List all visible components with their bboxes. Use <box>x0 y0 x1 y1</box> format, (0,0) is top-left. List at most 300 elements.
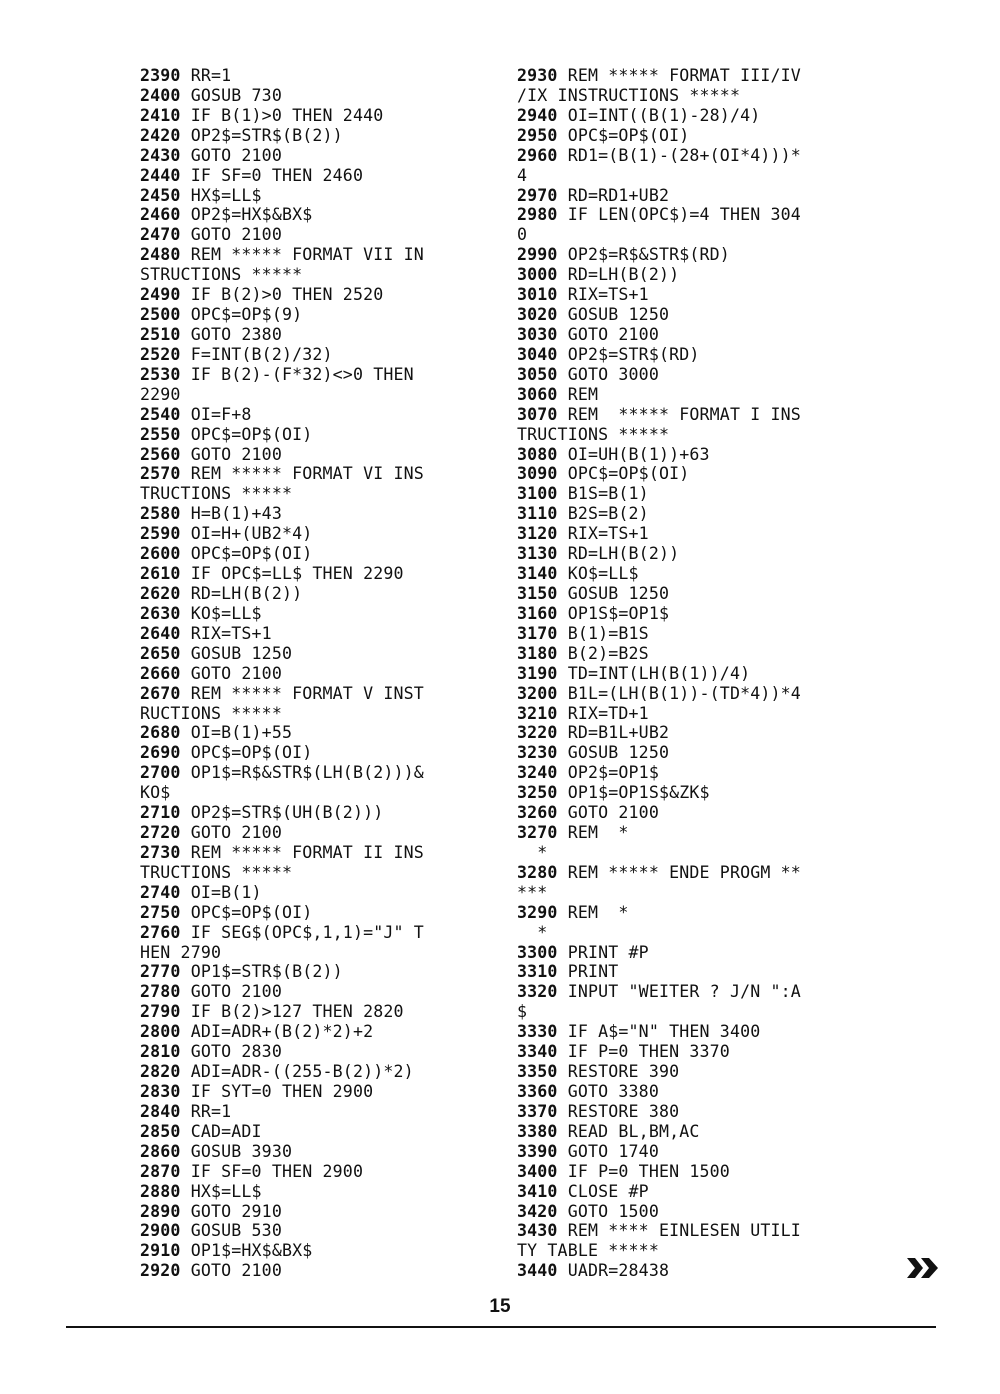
code-statement: OI=F+8 <box>190 404 252 424</box>
line-number: 3010 <box>517 285 558 305</box>
code-statement: PRINT #P <box>567 942 649 962</box>
code-line <box>517 704 867 724</box>
code-statement: OP1S$=OP1$ <box>567 603 670 623</box>
line-number: 2390 <box>140 66 181 85</box>
code-statement: GOTO 2100 <box>190 982 282 1002</box>
code-statement: OP2$=R$&STR$(RD) <box>567 245 730 265</box>
code-statement: B(1)=B1S <box>567 623 649 643</box>
line-number: 3220 <box>517 723 558 743</box>
code-statement: UADR=28438 <box>567 1261 670 1281</box>
code-statement: RD=LH(B(2)) <box>567 544 680 564</box>
code-line <box>517 66 867 86</box>
code-line <box>140 903 490 923</box>
double-chevron-right-icon <box>905 1256 941 1280</box>
code-statement: GOTO 2830 <box>190 1042 282 1062</box>
code-line <box>140 803 490 823</box>
code-statement: GOSUB 1250 <box>567 305 670 325</box>
code-statement: OPC$=OP$(OI) <box>567 464 690 484</box>
code-line <box>517 305 867 325</box>
page-number: 15 <box>489 1296 511 1317</box>
code-statement: REM * <box>567 823 629 843</box>
code-statement: OP1$=HX$&BX$ <box>190 1241 313 1261</box>
line-number: 2600 <box>140 544 181 564</box>
code-line <box>140 504 490 524</box>
code-continuation: 4 <box>517 165 528 185</box>
code-line <box>140 425 490 445</box>
code-statement: OP2$=OP1$ <box>567 763 659 783</box>
line-number: 2820 <box>140 1062 181 1082</box>
line-number: 2890 <box>140 1201 181 1221</box>
code-statement: GOTO 2100 <box>190 1261 282 1281</box>
code-statement: GOSUB 530 <box>190 1221 282 1241</box>
code-line <box>517 106 867 126</box>
code-line <box>517 1042 867 1062</box>
code-line <box>140 146 490 166</box>
code-line <box>140 943 490 963</box>
line-number: 3150 <box>517 583 558 603</box>
code-line <box>517 863 867 883</box>
code-line <box>517 504 867 524</box>
line-number: 2970 <box>517 185 558 205</box>
line-number: 3360 <box>517 1082 558 1102</box>
line-number: 3050 <box>517 364 558 384</box>
code-line <box>517 624 867 644</box>
code-statement: IF B(2)>127 THEN 2820 <box>190 1002 404 1022</box>
code-statement: REM ***** FORMAT V INST <box>190 683 424 703</box>
line-number: 2690 <box>140 743 181 763</box>
line-number: 3310 <box>517 962 558 982</box>
line-number: 3410 <box>517 1181 558 1201</box>
code-statement: GOTO 2100 <box>190 145 282 165</box>
line-number: 3040 <box>517 344 558 364</box>
code-statement: RESTORE 380 <box>567 1101 680 1121</box>
code-statement: ADI=ADR+(B(2)*2)+2 <box>190 1022 374 1042</box>
code-statement: GOTO 2100 <box>190 225 282 245</box>
line-number: 3140 <box>517 564 558 584</box>
code-continuation: TRUCTIONS ***** <box>140 862 293 882</box>
code-line <box>140 1102 490 1122</box>
line-number: 3280 <box>517 862 558 882</box>
code-statement: OI=B(1) <box>190 882 262 902</box>
code-statement: REM ***** ENDE PROGM ** <box>567 862 801 882</box>
line-number: 3390 <box>517 1141 558 1161</box>
code-line <box>517 883 867 903</box>
line-number: 2750 <box>140 902 181 922</box>
code-line <box>140 604 490 624</box>
code-statement: IF LEN(OPC$)=4 THEN 304 <box>567 205 801 225</box>
code-line <box>140 564 490 584</box>
code-line <box>517 385 867 405</box>
code-line <box>517 783 867 803</box>
code-statement: OP1$=OP1S$&ZK$ <box>567 783 710 803</box>
code-statement: HX$=LL$ <box>190 185 262 205</box>
code-line <box>140 1122 490 1142</box>
line-number: 2850 <box>140 1121 181 1141</box>
line-number: 2740 <box>140 882 181 902</box>
line-number: 2610 <box>140 564 181 584</box>
code-line <box>140 704 490 724</box>
code-statement: GOTO 3000 <box>567 364 659 384</box>
line-number: 2570 <box>140 464 181 484</box>
line-number: 2960 <box>517 145 558 165</box>
code-statement: IF A$="N" THEN 3400 <box>567 1022 761 1042</box>
line-number: 3190 <box>517 663 558 683</box>
code-line <box>517 265 867 285</box>
line-number: 2860 <box>140 1141 181 1161</box>
line-number: 2930 <box>517 66 558 85</box>
code-line <box>140 823 490 843</box>
code-line <box>517 345 867 365</box>
line-number: 2900 <box>140 1221 181 1241</box>
code-statement: GOSUB 1250 <box>567 583 670 603</box>
code-line <box>140 86 490 106</box>
line-number: 3300 <box>517 942 558 962</box>
code-line <box>517 604 867 624</box>
code-line <box>140 365 490 385</box>
code-line <box>140 66 490 86</box>
code-statement: RIX=TD+1 <box>567 703 649 723</box>
code-statement: READ BL,BM,AC <box>567 1121 700 1141</box>
code-line <box>517 1002 867 1022</box>
code-line <box>517 86 867 106</box>
line-number: 2430 <box>140 145 181 165</box>
line-number: 3270 <box>517 823 558 843</box>
line-number: 2400 <box>140 85 181 105</box>
code-line <box>140 1062 490 1082</box>
code-statement: IF P=0 THEN 3370 <box>567 1042 730 1062</box>
code-line <box>140 644 490 664</box>
code-statement: TD=INT(LH(B(1))/4) <box>567 663 751 683</box>
line-number: 2410 <box>140 105 181 125</box>
code-statement: IF SYT=0 THEN 2900 <box>190 1082 374 1102</box>
code-line <box>517 1062 867 1082</box>
code-statement: KO$=LL$ <box>190 603 262 623</box>
code-line <box>140 783 490 803</box>
code-statement: IF B(1)>0 THEN 2440 <box>190 105 384 125</box>
code-line <box>517 743 867 763</box>
code-statement: B2S=B(2) <box>567 504 649 524</box>
code-statement: F=INT(B(2)/32) <box>190 344 333 364</box>
code-statement: IF B(2)-(F*32)<>0 THEN <box>190 364 414 384</box>
line-number: 3350 <box>517 1062 558 1082</box>
code-line <box>140 923 490 943</box>
code-line <box>517 763 867 783</box>
code-statement: B(2)=B2S <box>567 643 649 663</box>
code-line <box>517 1221 867 1241</box>
code-statement: OPC$=OP$(9) <box>190 305 303 325</box>
code-continuation: $ <box>517 1002 528 1022</box>
line-number: 3170 <box>517 623 558 643</box>
line-number: 3240 <box>517 763 558 783</box>
line-number: 3230 <box>517 743 558 763</box>
code-statement: IF SEG$(OPC$,1,1)="J" T <box>190 922 424 942</box>
code-statement: REM ***** FORMAT VI INS <box>190 464 424 484</box>
code-continuation: RUCTIONS ***** <box>140 703 282 723</box>
code-statement: OP1$=STR$(B(2)) <box>190 962 343 982</box>
code-line <box>140 1082 490 1102</box>
line-number: 2450 <box>140 185 181 205</box>
line-number: 2650 <box>140 643 181 663</box>
code-line <box>517 325 867 345</box>
code-line <box>517 843 867 863</box>
code-line <box>140 1182 490 1202</box>
line-number: 2620 <box>140 583 181 603</box>
code-continuation: * <box>517 922 548 942</box>
code-continuation: 2290 <box>140 384 181 404</box>
code-continuation: /IX INSTRUCTIONS ***** <box>517 85 741 105</box>
code-continuation: TRUCTIONS ***** <box>517 424 670 444</box>
code-statement: H=B(1)+43 <box>190 504 282 524</box>
code-statement: IF P=0 THEN 1500 <box>567 1161 730 1181</box>
code-statement: GOSUB 1250 <box>190 643 293 663</box>
line-number: 3120 <box>517 524 558 544</box>
line-number: 2800 <box>140 1022 181 1042</box>
code-statement: PRINT <box>567 962 619 982</box>
code-line <box>517 584 867 604</box>
line-number: 2440 <box>140 165 181 185</box>
code-statement: OI=B(1)+55 <box>190 723 293 743</box>
code-line <box>140 1022 490 1042</box>
code-statement: RR=1 <box>190 1101 232 1121</box>
code-line <box>140 405 490 425</box>
code-line <box>517 1022 867 1042</box>
code-statement: GOTO 2100 <box>190 444 282 464</box>
line-number: 3070 <box>517 404 558 424</box>
code-line <box>517 285 867 305</box>
code-line <box>140 1162 490 1182</box>
code-continuation: HEN 2790 <box>140 942 222 962</box>
line-number: 2790 <box>140 1002 181 1022</box>
code-line <box>140 265 490 285</box>
code-line <box>517 684 867 704</box>
line-number: 2490 <box>140 285 181 305</box>
line-number: 2420 <box>140 125 181 145</box>
line-number: 2870 <box>140 1161 181 1181</box>
code-line <box>140 1142 490 1162</box>
footer-rule <box>66 1326 936 1328</box>
code-statement: CLOSE #P <box>567 1181 649 1201</box>
code-statement: GOTO 2910 <box>190 1201 282 1221</box>
code-line <box>517 982 867 1002</box>
code-line <box>517 425 867 445</box>
code-statement: B1L=(LH(B(1))-(TD*4))*4 <box>567 683 801 703</box>
line-number: 3250 <box>517 783 558 803</box>
code-statement: REM ***** FORMAT I INS <box>567 404 801 424</box>
code-line <box>140 345 490 365</box>
code-line <box>517 1142 867 1162</box>
code-statement: GOTO 2380 <box>190 324 282 344</box>
code-line <box>140 305 490 325</box>
code-line <box>517 146 867 166</box>
line-number: 2940 <box>517 105 558 125</box>
code-statement: REM ***** FORMAT II INS <box>190 842 424 862</box>
code-statement: RD=B1L+UB2 <box>567 723 670 743</box>
code-line <box>140 285 490 305</box>
code-line <box>140 166 490 186</box>
code-statement: INPUT "WEITER ? J/N ":A <box>567 982 801 1002</box>
line-number: 3100 <box>517 484 558 504</box>
code-line <box>517 1241 867 1261</box>
code-statement: CAD=ADI <box>190 1121 262 1141</box>
code-line <box>517 1202 867 1222</box>
code-line <box>517 225 867 245</box>
code-statement: RESTORE 390 <box>567 1062 680 1082</box>
code-continuation: STRUCTIONS ***** <box>140 265 303 285</box>
code-statement: GOTO 2100 <box>190 663 282 683</box>
code-statement: OP2$=HX$&BX$ <box>190 205 313 225</box>
code-statement: GOTO 1740 <box>567 1141 659 1161</box>
code-line <box>517 564 867 584</box>
code-continuation: TY TABLE ***** <box>517 1241 659 1261</box>
line-number: 2990 <box>517 245 558 265</box>
line-number: 3260 <box>517 803 558 823</box>
code-line <box>140 385 490 405</box>
code-statement: REM <box>567 384 599 404</box>
code-statement: OI=UH(B(1))+63 <box>567 444 710 464</box>
code-statement: OI=H+(UB2*4) <box>190 524 313 544</box>
code-statement: RR=1 <box>190 66 232 85</box>
code-statement: GOTO 1500 <box>567 1201 659 1221</box>
code-line <box>517 544 867 564</box>
code-line <box>517 823 867 843</box>
listing-column-left <box>140 66 490 1281</box>
code-line <box>140 186 490 206</box>
line-number: 3370 <box>517 1101 558 1121</box>
line-number: 2980 <box>517 205 558 225</box>
code-line <box>140 1241 490 1261</box>
line-number: 3290 <box>517 902 558 922</box>
code-line <box>517 1182 867 1202</box>
line-number: 3210 <box>517 703 558 723</box>
code-line <box>517 943 867 963</box>
code-line <box>140 664 490 684</box>
code-line <box>140 1002 490 1022</box>
code-statement: RIX=TS+1 <box>567 524 649 544</box>
line-number: 2640 <box>140 623 181 643</box>
code-line <box>140 225 490 245</box>
code-line <box>517 464 867 484</box>
line-number: 2590 <box>140 524 181 544</box>
line-number: 3080 <box>517 444 558 464</box>
line-number: 2730 <box>140 842 181 862</box>
line-number: 2880 <box>140 1181 181 1201</box>
code-line <box>517 1122 867 1142</box>
code-line <box>517 1261 867 1281</box>
code-line <box>517 664 867 684</box>
code-continuation: *** <box>517 882 548 902</box>
code-line <box>140 684 490 704</box>
code-statement: OPC$=OP$(OI) <box>190 743 313 763</box>
code-line <box>140 1202 490 1222</box>
code-statement: OP2$=STR$(UH(B(2))) <box>190 803 384 823</box>
line-number: 3400 <box>517 1161 558 1181</box>
line-number: 3380 <box>517 1121 558 1141</box>
code-line <box>517 205 867 225</box>
line-number: 3020 <box>517 305 558 325</box>
code-statement: GOSUB 730 <box>190 85 282 105</box>
line-number: 3340 <box>517 1042 558 1062</box>
line-number: 2550 <box>140 424 181 444</box>
code-statement: IF SF=0 THEN 2460 <box>190 165 364 185</box>
line-number: 3430 <box>517 1221 558 1241</box>
code-line <box>140 763 490 783</box>
code-line <box>140 584 490 604</box>
code-statement: GOTO 2100 <box>190 823 282 843</box>
code-line <box>517 126 867 146</box>
line-number: 2670 <box>140 683 181 703</box>
code-statement: RD1=(B(1)-(28+(OI*4)))* <box>567 145 801 165</box>
code-line <box>517 166 867 186</box>
code-statement: RD=RD1+UB2 <box>567 185 670 205</box>
line-number: 2530 <box>140 364 181 384</box>
code-statement: OP2$=STR$(RD) <box>567 344 700 364</box>
line-number: 2840 <box>140 1101 181 1121</box>
code-statement: GOSUB 1250 <box>567 743 670 763</box>
code-statement: RD=LH(B(2)) <box>567 265 680 285</box>
code-line <box>517 245 867 265</box>
code-continuation: KO$ <box>140 783 171 803</box>
line-number: 2470 <box>140 225 181 245</box>
code-line <box>140 883 490 903</box>
line-number: 3000 <box>517 265 558 285</box>
line-number: 3130 <box>517 544 558 564</box>
line-number: 2920 <box>140 1261 181 1281</box>
code-line <box>140 843 490 863</box>
line-number: 2520 <box>140 344 181 364</box>
code-statement: ADI=ADR-((255-B(2))*2) <box>190 1062 414 1082</box>
code-line <box>517 405 867 425</box>
code-statement: RD=LH(B(2)) <box>190 583 303 603</box>
code-line <box>140 544 490 564</box>
code-line <box>140 245 490 265</box>
code-line <box>517 962 867 982</box>
code-line <box>140 1042 490 1062</box>
line-number: 2950 <box>517 125 558 145</box>
code-statement: OPC$=OP$(OI) <box>190 544 313 564</box>
code-line <box>140 863 490 883</box>
code-line <box>140 126 490 146</box>
line-number: 3060 <box>517 384 558 404</box>
line-number: 2720 <box>140 823 181 843</box>
code-line <box>140 1221 490 1241</box>
code-statement: RIX=TS+1 <box>567 285 649 305</box>
line-number: 2760 <box>140 922 181 942</box>
line-number: 2540 <box>140 404 181 424</box>
code-line <box>517 524 867 544</box>
line-number: 3440 <box>517 1261 558 1281</box>
line-number: 2700 <box>140 763 181 783</box>
code-line <box>140 205 490 225</box>
listing-column-right <box>517 66 867 1281</box>
code-line <box>140 962 490 982</box>
code-line <box>140 106 490 126</box>
line-number: 2630 <box>140 603 181 623</box>
code-statement: REM ***** FORMAT III/IV <box>567 66 801 85</box>
line-number: 3200 <box>517 683 558 703</box>
code-statement: OI=INT((B(1)-28)/4) <box>567 105 761 125</box>
code-line <box>140 524 490 544</box>
code-continuation: 0 <box>517 225 528 245</box>
code-statement: IF B(2)>0 THEN 2520 <box>190 285 384 305</box>
code-statement: REM **** EINLESEN UTILI <box>567 1221 801 1241</box>
line-number: 2510 <box>140 324 181 344</box>
code-statement: RIX=TS+1 <box>190 623 272 643</box>
line-number: 2460 <box>140 205 181 225</box>
code-line <box>140 982 490 1002</box>
code-statement: REM * <box>567 902 629 922</box>
code-statement: OP1$=R$&STR$(LH(B(2)))& <box>190 763 424 783</box>
code-line <box>140 723 490 743</box>
